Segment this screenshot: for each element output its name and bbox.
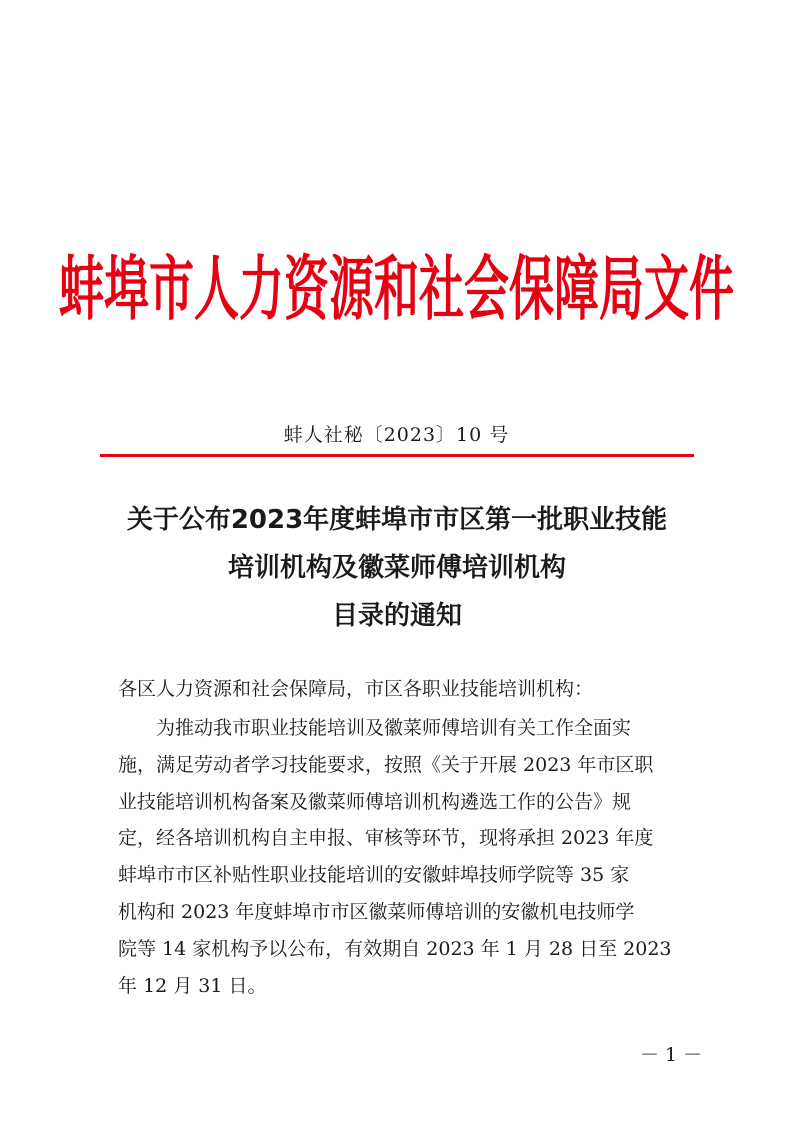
org-header-title: 蚌埠市人力资源和社会保障局文件 [58,247,734,330]
body-line: 蚌埠市市区补贴性职业技能培训的安徽蚌埠技师学院等 35 家 [118,864,630,887]
body-paragraph [118,710,700,1004]
red-divider-line [100,454,694,457]
title-line: 培训机构及徽菜师傅培训机构 [227,553,566,583]
body-line: 机构和 2023 年度蚌埠市市区徽菜师傅培训的安徽机电技师学 [118,900,635,923]
page-number: － 1 － [640,1044,703,1066]
body-line: 院等 14 家机构予以公布，有效期自 2023 年 1 月 28 日至 2023 [118,937,672,960]
title-line: 关于公布2023年度蚌埠市市区第一批职业技能 [126,505,668,535]
salutation: 各区人力资源和社会保障局，市区各职业技能培训机构： [118,678,594,700]
document-number: 蚌人社秘〔2023〕10 号 [283,424,510,446]
body-line: 为推动我市职业技能培训及徽菜师傅培训有关工作全面实 [156,717,632,739]
body-line: 年 12 月 31 日。 [118,974,267,997]
body-line: 施，满足劳动者学习技能要求，按照《关于开展 2023 年市区职 [118,753,654,776]
title-line: 目录的通知 [331,601,462,631]
body-line: 定，经各培训机构自主申报、审核等环节，现将承担 2023 年度 [118,827,654,850]
body-line: 业技能培训机构备案及徽菜师傅培训机构遴选工作的公告》规 [118,790,632,813]
document-title [100,496,694,640]
